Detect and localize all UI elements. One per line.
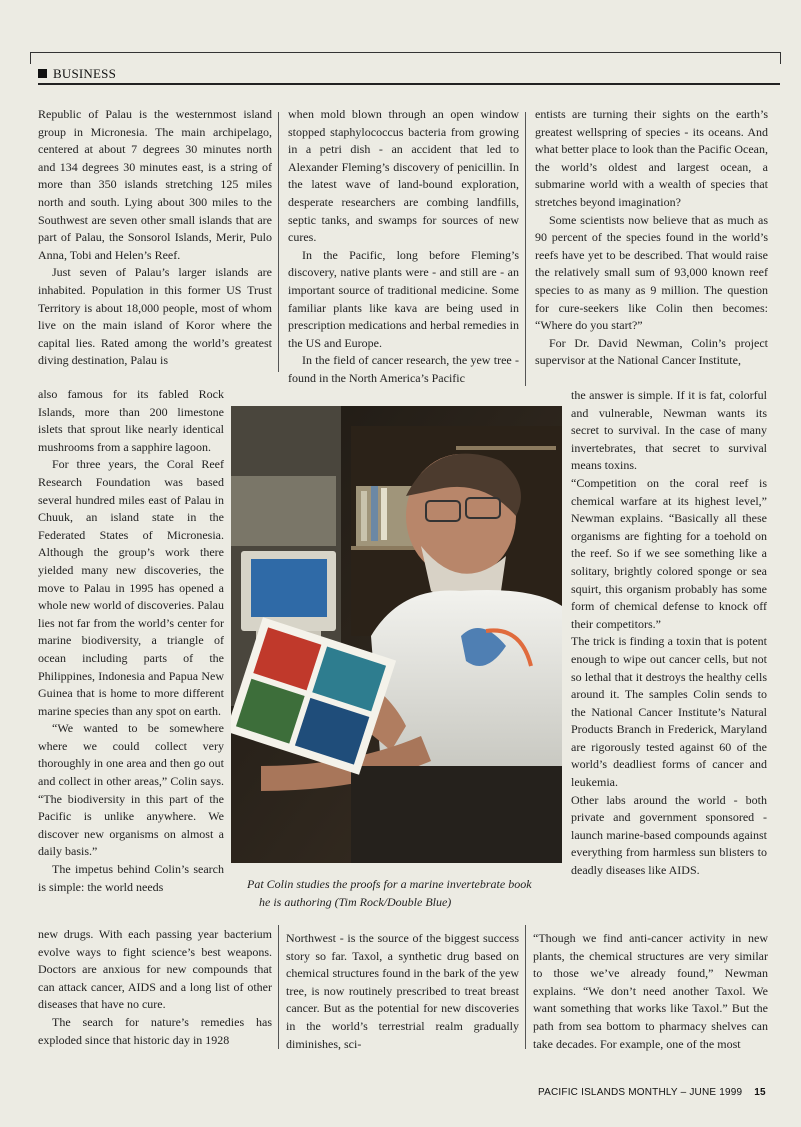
paragraph: also famous for its fabled Rock Islands, more than 200 limestone islets that sprout like nearly identical mushrooms from a sapphire lagoon. — [38, 387, 224, 454]
column-1-bottom — [38, 926, 272, 1049]
paragraph: Other labs around the world - both private and government sponsored - launch marine-based compounds against everything from harmless sun blisters to deadly diseases like AIDS. — [571, 792, 767, 878]
frame-left-tick — [30, 52, 31, 64]
top-frame-rule — [30, 52, 780, 53]
paragraph: new drugs. With each passing year bacterium evolve ways to fight science’s best weapons. Doctors are anxious for new compounds that can attack cancer, AIDS and a long list of other diseases that have no cure. — [38, 927, 272, 1012]
section-header — [38, 66, 116, 82]
caption-line-2: he is authoring (Tim Rock/Double Blue) — [259, 895, 452, 909]
header-rule — [38, 83, 780, 85]
column-3-top — [535, 106, 768, 370]
column-rule — [525, 925, 526, 1049]
paragraph: when mold blown through an open window stopped staphylococcus bacteria from growing in a petri dish - an accident that led to Alexander Fleming’s discovery of penicillin. In the latest wave of land-bound exploration, desperate researchers are combing landfills, septic tanks, and swamps for sources of new cures. — [288, 107, 519, 245]
page-footer — [538, 1087, 766, 1098]
column-2-top — [288, 106, 519, 388]
paragraph: the answer is simple. If it is fat, colorful and vulnerable, Newman wants its secret to survival. In the case of many invertebrates, that secret to survival means toxins. — [571, 388, 767, 473]
paragraph: entists are turning their sights on the earth’s greatest wellspring of species - its oceans. And what better place to look than the Pacific Ocean, the world’s oldest and largest ocean, a submarine world with a wealth of species that stretches beyond imagination? — [535, 107, 768, 209]
photo-illustration — [231, 406, 562, 863]
column-2-bottom — [286, 930, 519, 1053]
paragraph: Some scientists now believe that as much as 90 percent of the species found in the world’s reefs have yet to be described. That would raise the relatively small sum of 93,000 known reef species to as many as 9 million. The question for cure-seekers like Colin then becomes: “Where do you start?” — [535, 212, 768, 333]
paragraph: The search for nature’s remedies has exploded since that historic day in 1928 — [38, 1014, 272, 1047]
publication-name: PACIFIC ISLANDS MONTHLY – JUNE 1999 — [538, 1087, 743, 1098]
page-number: 15 — [754, 1087, 766, 1098]
paragraph: “Competition on the coral reef is chemical warfare at its highest level,” Newman explains. “Basically all these organisms are fighting for a toehold on the reef. So if we see something like a solitary, brightly colored sponge or sea squirt, this organism probably has some form of chemical defense to knock off their competitors.” — [571, 475, 767, 631]
column-rule — [525, 112, 526, 386]
paragraph: In the Pacific, long before Fleming’s discovery, native plants were - and still are - an important source of traditional medicine. Some familiar plants like kava are being used in prescription medications and herbal remedies in the US and Europe. — [288, 247, 519, 350]
column-rule — [278, 112, 279, 372]
paragraph: In the field of cancer research, the yew tree - found in the North America’s Pacific — [288, 353, 519, 385]
section-label: BUSINESS — [53, 66, 117, 81]
paragraph: For three years, the Coral Reef Research Foundation was based several hundred miles east of Palau in Chuuk, an island state in the Federated States of Micronesia. Although the group’s work there yielded many new discoveries, the move to Palau in 1995 has opened a whole new world of discoveries. Palau lies not far from the world’s center for marine biodiversity, a triangle of ocean including parts of the Philippines, Indonesia and Papua New Guinea that is home to more different marine species than any spot on earth. — [38, 457, 224, 718]
column-rule — [278, 925, 279, 1049]
caption-line-1: Pat Colin studies the proofs for a marine invertebrate book — [247, 877, 532, 891]
paragraph: Just seven of Palau’s larger islands are inhabited. Population in this former US Trust Territory is about 18,000 people, most of whom live on the main island of Koror where the capital lies. Rated among the world’s greatest diving destination, Palau is — [38, 265, 272, 368]
photo-pat-colin — [231, 406, 562, 863]
paragraph: Northwest - is the source of the biggest success story so far. Taxol, a synthetic drug based on chemical structures found in the bark of the yew tree, is now routinely prescribed to treat breast cancer. But as the potential for new discoveries in the world’s terrestrial realm gradually diminishes, sci- — [286, 931, 519, 1051]
column-1-wrap — [38, 386, 224, 896]
paragraph: “We wanted to be somewhere where we could collect very thoroughly in one area and then go out and collect in other areas,” Colin says. “The biodiversity in this part of the Pacific is unlike anywhere. We discover new organisms on almost a daily basis.” — [38, 721, 224, 859]
paragraph: The impetus behind Colin’s search is simple: the world needs — [38, 862, 224, 894]
paragraph: “Though we find anti-cancer activity in new plants, the chemical structures are very similar to those we’ve already found,” Newman explains. “We don’t need another Taxol. We want something that works like Taxol.” But the path from sea bottom to pharmacy shelves can take decades. For example, one of the most — [533, 931, 768, 1051]
paragraph: Republic of Palau is the westernmost island group in Micronesia. The main archipelago, centered at about 7 degrees 30 minutes north and 134 degrees 30 minutes east, is a string of more than 350 islands stretching 125 miles north and south. Lying about 300 miles to the Southwest are seven other small islands that are part of Palau, the Sonsorol Islands, Merir, Pulo Anna, Tobi and Helen’s Reef. — [38, 107, 272, 262]
column-3-wrap — [571, 387, 767, 880]
paragraph: For Dr. David Newman, Colin’s project supervisor at the National Cancer Institute, — [535, 335, 768, 368]
column-3-bottom — [533, 930, 768, 1053]
column-1-top — [38, 106, 272, 370]
frame-right-tick — [780, 52, 781, 64]
paragraph: The trick is finding a toxin that is potent enough to wipe out cancer cells, but not so lethal that it destroys the healthy cells around it. The samples Colin sends to the National Cancer Institute’s Natural Products Branch in Frederick, Maryland are rigorously tested against 60 of the world’s deadliest forms of cancer and leukemia. — [571, 634, 767, 790]
photo-caption — [247, 875, 532, 911]
section-square-icon — [38, 69, 47, 78]
